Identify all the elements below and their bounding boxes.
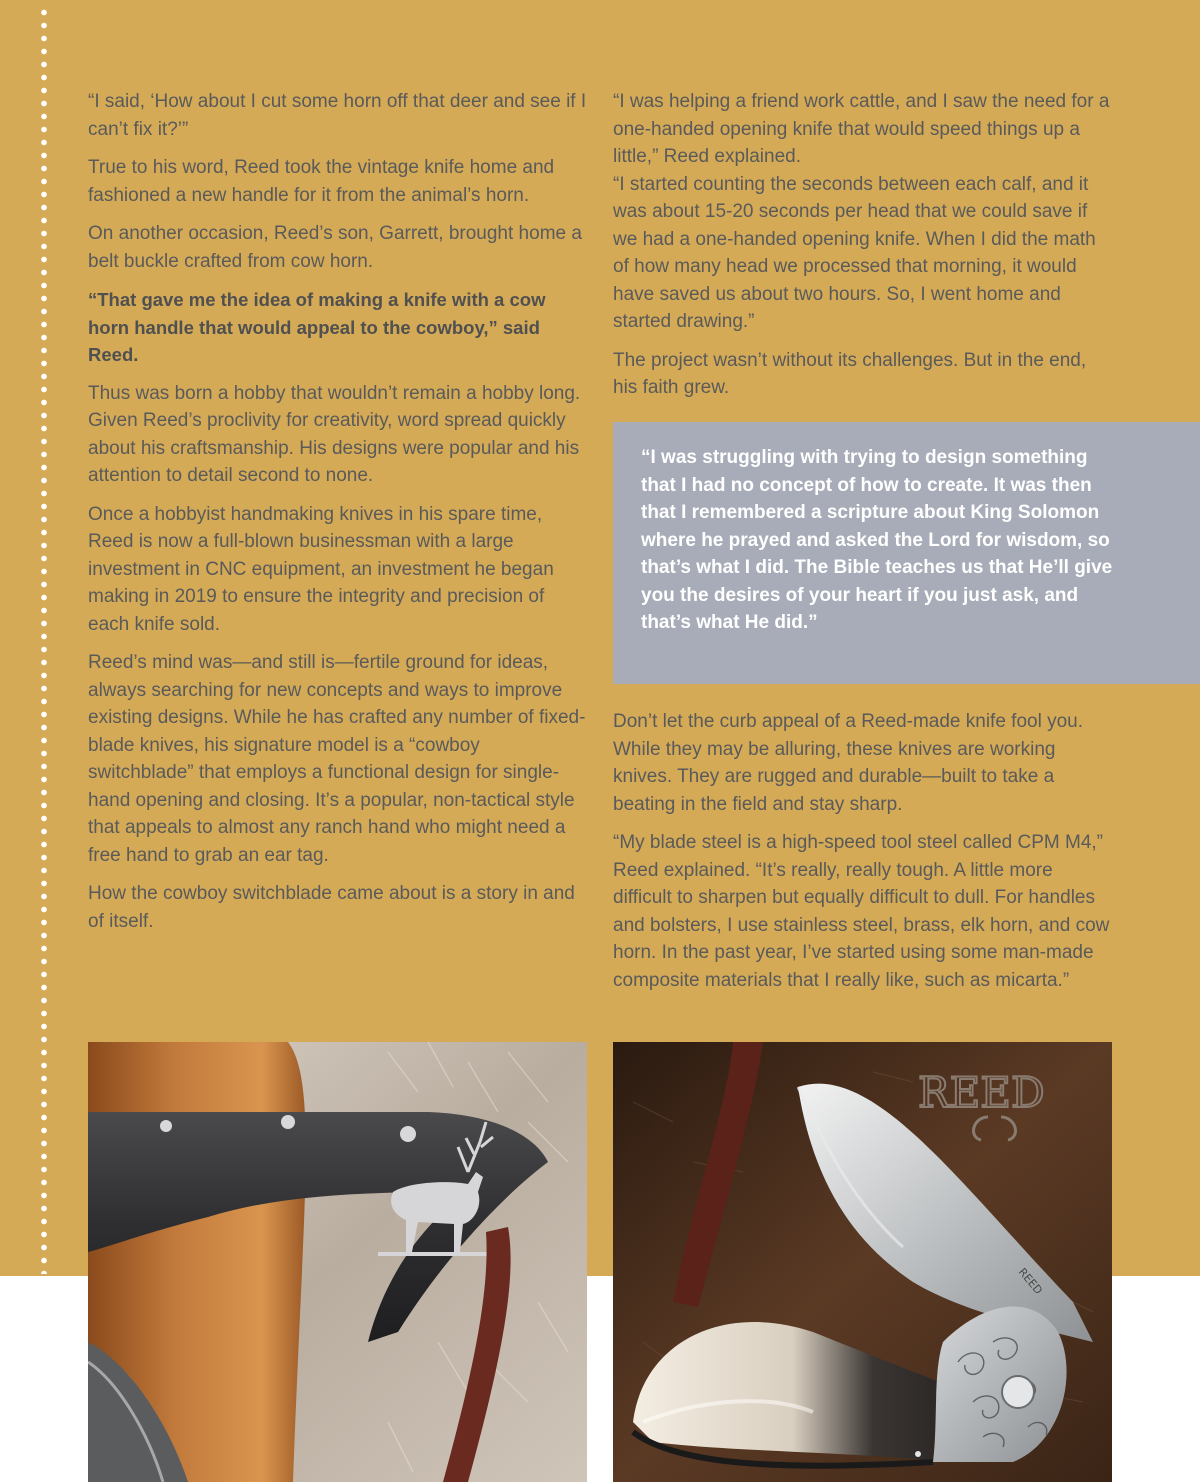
paragraph: “My blade steel is a high-speed tool steel called CPM M4,” Reed explained. “It’s really, really tough. A little more difficult to sharpen but equally difficult to dull. For handles and bolsters, I use stainless steel, brass, elk horn, and cow horn. In the past year, I’ve started using some man-made composite materials that I really like, such as micarta.” <box>613 832 1110 991</box>
paragraph: The project wasn’t without its challenges. But in the end, his faith grew. <box>613 349 1087 398</box>
paragraph: “I started counting the seconds between each calf, and it was about 15-20 seconds per head that we could save if we had a one-handed opening knife. When I did the math of how many head we processed that morning, it would have saved us about two hours. So, I went home and started drawing.” <box>613 173 1096 332</box>
right-column-bottom <box>613 708 1113 1005</box>
paragraph: True to his word, Reed took the vintage knife home and fashioned a new handle for it from the animal’s horn. <box>88 157 555 206</box>
paragraph: Once a hobbyist handmaking knives in his spare time, Reed is now a full-blown businessman with a large investment in CNC equipment, an investment he began making in 2019 to ensure the integrity and precision of each knife sold. <box>88 503 554 635</box>
paragraph: Thus was born a hobby that wouldn’t remain a hobby long. Given Reed’s proclivity for creativity, word spread quickly about his craftsmanship. His designs were popular and his attention to detail second to none. <box>88 382 581 486</box>
paragraph: “I said, ‘How about I cut some horn off that deer and see if I can’t fix it?’” <box>88 91 587 140</box>
right-column-top <box>613 88 1113 413</box>
paragraph: Reed’s mind was—and still is—fertile ground for ideas, always searching for new concepts and ways to improve existing designs. While he has crafted any number of fixed-blade knives, his signature model is a “cowboy switchblade” that employs a functional design for single-hand opening and closing. It’s a popular, non-tactical style that appeals to almost any ranch hand who might need a free hand to grab an ear tag. <box>88 652 586 866</box>
bold-quote-paragraph: “That gave me the idea of making a knife with a cow horn handle that would appeal to the cowboy,” said Reed. <box>88 289 546 365</box>
left-column <box>88 88 588 946</box>
pivot-screw <box>1002 1376 1034 1408</box>
knife-elk-inlay-illustration <box>88 1042 587 1482</box>
pin <box>160 1120 172 1132</box>
reed-brand-stamp: REED <box>918 1068 1045 1117</box>
reed-switchblade-illustration <box>613 1042 1112 1482</box>
reed-switchblade-photo <box>613 1042 1112 1482</box>
pin <box>281 1115 295 1129</box>
pull-quote-box <box>613 422 1200 684</box>
paragraph: On another occasion, Reed’s son, Garrett, brought home a belt buckle crafted from cow horn. <box>88 223 582 272</box>
paragraph: Don’t let the curb appeal of a Reed-made knife fool you. While they may be alluring, these knives are working knives. They are rugged and durable—built to take a beating in the field and stay sharp. <box>613 711 1084 815</box>
paragraph: How the cowboy switchblade came about is a story in and of itself. <box>88 883 575 932</box>
pin <box>400 1126 416 1142</box>
blade-stamp: REED <box>1015 1265 1045 1297</box>
dotted-border <box>40 6 48 1274</box>
paragraph: “I was helping a friend work cattle, and I saw the need for a one-handed opening knife that would speed things up a little,” Reed explained. <box>613 91 1110 167</box>
knife-elk-inlay-photo <box>88 1042 587 1482</box>
pull-quote-text: “I was struggling with trying to design something that I had no concept of how to create. It was then that I remembered a scripture about King Solomon where he prayed and asked the Lord for wisdom, so that’s what I did. The Bible teaches us that He’ll give you the desires of your heart if you just ask, and that’s what He did.” <box>641 447 1113 633</box>
